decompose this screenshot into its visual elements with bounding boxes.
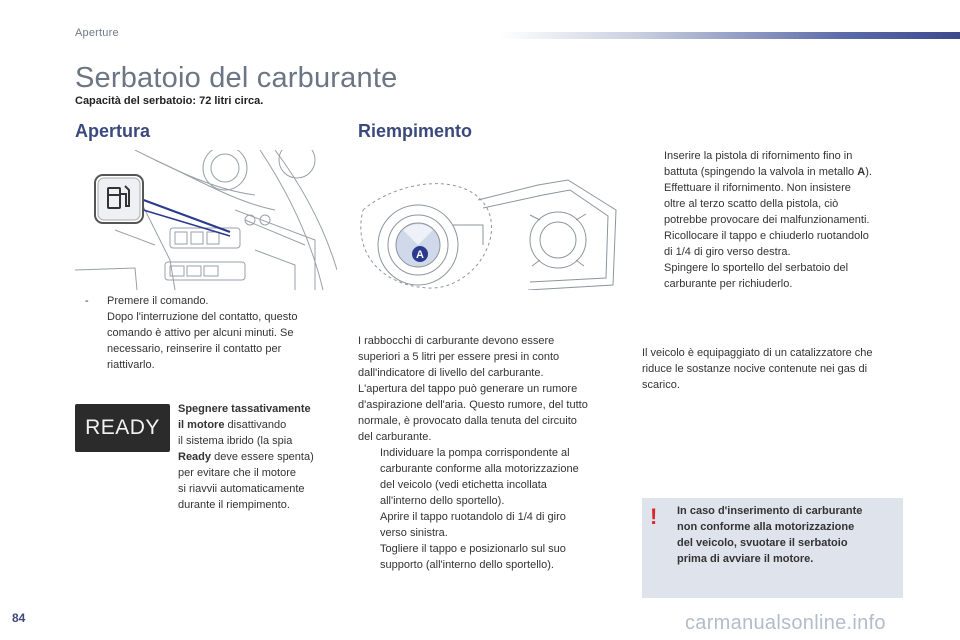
step-line: verso sinistra. xyxy=(380,527,448,539)
intro-line: d'aspirazione dell'aria. Questo rumore, del tutto xyxy=(358,399,588,411)
list-item xyxy=(642,180,912,228)
bullet-icon xyxy=(358,509,380,541)
step-line: potrebbe provocare dei malfunzionamenti. xyxy=(664,214,870,226)
ready-warning xyxy=(178,401,348,513)
ready-indicator-badge: READY xyxy=(75,404,170,452)
step-line: del veicolo (vedi etichetta incollata xyxy=(380,479,547,491)
valve-reference: A xyxy=(857,166,866,178)
list-item xyxy=(642,228,912,260)
catalyst-line: riduce le sostanze nocive contenute nei gas di xyxy=(642,363,868,375)
step-line: Effettuare il rifornimento. Non insistere xyxy=(664,182,851,194)
step-line: all'interno dello sportello). xyxy=(380,495,505,507)
exclamation-icon: ! xyxy=(650,504,658,529)
warning-text: si riavvii automaticamente xyxy=(178,483,305,495)
dashboard-illustration-svg xyxy=(75,150,337,290)
intro-line: L'apertura del tappo può generare un rumore xyxy=(358,383,578,395)
list-item xyxy=(358,445,626,509)
apertura-instructions xyxy=(85,293,335,373)
bullet-icon xyxy=(642,260,664,292)
step-line: carburante conforme alla motorizzazione xyxy=(380,463,579,475)
warning-bold: Spegnere tassativamente xyxy=(178,403,311,415)
catalyst-line: scarico. xyxy=(642,379,680,391)
catalyst-line: Il veicolo è equipaggiato di un catalizzatore che xyxy=(642,347,873,359)
riempimento-steps-right xyxy=(642,148,912,292)
apertura-step xyxy=(85,293,335,373)
intro-line: del carburante. xyxy=(358,431,432,443)
intro-line: dall'indicatore di livello del carburante. xyxy=(358,367,544,379)
fuel-warning-text xyxy=(677,503,895,567)
step-line: Individuare la pompa corrispondente al xyxy=(380,447,570,459)
bullet-icon xyxy=(358,541,380,573)
step-line: Togliere il tappo e posizionarlo sul suo xyxy=(380,543,566,555)
marker-a-label: A xyxy=(416,249,424,261)
tank-capacity: Capacità del serbatoio: 72 litri circa. xyxy=(75,95,264,107)
step-line: oltre al terzo scatto della pistola, ciò xyxy=(664,198,839,210)
alert-line: In caso d'inserimento di carburante xyxy=(677,505,863,517)
apertura-step-line: comando è attivo per alcuni minuti. Se xyxy=(107,327,294,339)
intro-line: superiori a 5 litri per essere presi in conto xyxy=(358,351,560,363)
riempimento-intro xyxy=(358,333,626,573)
watermark: carmanualsonline.info xyxy=(685,612,886,634)
warning-text: disattivando xyxy=(224,419,287,431)
apertura-step-line: necessario, reinserire il contatto per xyxy=(107,343,282,355)
header-decorative-bar xyxy=(500,32,960,39)
fuel-filler-illustration xyxy=(358,150,620,290)
list-item xyxy=(358,541,626,573)
intro-line: normale, è provocato dalla tenuta del circuito xyxy=(358,415,577,427)
step-line: battuta (spingendo la valvola in metallo xyxy=(664,166,858,178)
intro-line: I rabbocchi di carburante devono essere xyxy=(358,335,555,347)
fuel-filler-illustration-svg xyxy=(358,150,620,290)
step-line: Aprire il tappo ruotandolo di 1/4 di giro xyxy=(380,511,566,523)
step-line: carburante per richiuderlo. xyxy=(664,278,793,290)
marker-a-icon xyxy=(412,246,428,262)
list-item xyxy=(358,509,626,541)
bullet-icon xyxy=(358,445,380,509)
apertura-step-line: Dopo l'interruzione del contatto, questo xyxy=(107,311,298,323)
alert-line: non conforme alla motorizzazione xyxy=(677,521,855,533)
alert-line: del veicolo, svuotare il serbatoio xyxy=(677,537,848,549)
heading-riempimento: Riempimento xyxy=(358,121,473,141)
alert-line: prima di avviare il motore. xyxy=(677,553,814,565)
bullet-icon xyxy=(642,228,664,260)
warning-bold: Ready xyxy=(178,451,212,463)
catalyst-note xyxy=(642,345,912,393)
warning-text: il sistema ibrido (la spia xyxy=(178,435,293,447)
step-line: Ricollocare il tappo e chiuderlo ruotandolo xyxy=(664,230,869,242)
step-line: di 1/4 di giro verso destra. xyxy=(664,246,791,258)
list-item xyxy=(642,260,912,292)
bullet-icon xyxy=(642,180,664,228)
dashboard-fuel-button-illustration xyxy=(75,150,337,290)
heading-apertura: Apertura xyxy=(75,121,151,141)
dash-marker: - xyxy=(85,295,89,307)
warning-text: per evitare che il motore xyxy=(178,467,296,479)
warning-text: deve essere spenta) xyxy=(211,451,314,463)
step-line: Inserire la pistola di rifornimento fino in xyxy=(664,150,853,162)
section-label: Aperture xyxy=(75,27,119,39)
page-title: Serbatoio del carburante xyxy=(75,62,398,94)
apertura-step-line: Premere il comando. xyxy=(107,295,209,307)
step-line: ). xyxy=(865,166,872,178)
list-item xyxy=(642,148,912,180)
bullet-icon xyxy=(642,148,664,180)
warning-bold: il motore xyxy=(178,419,225,431)
apertura-step-line: riattivarlo. xyxy=(107,359,155,371)
step-line: Spingere lo sportello del serbatoio del xyxy=(664,262,849,274)
step-line: supporto (all'interno dello sportello). xyxy=(380,559,554,571)
page-number: 84 xyxy=(12,611,26,625)
warning-text: durante il riempimento. xyxy=(178,499,290,511)
